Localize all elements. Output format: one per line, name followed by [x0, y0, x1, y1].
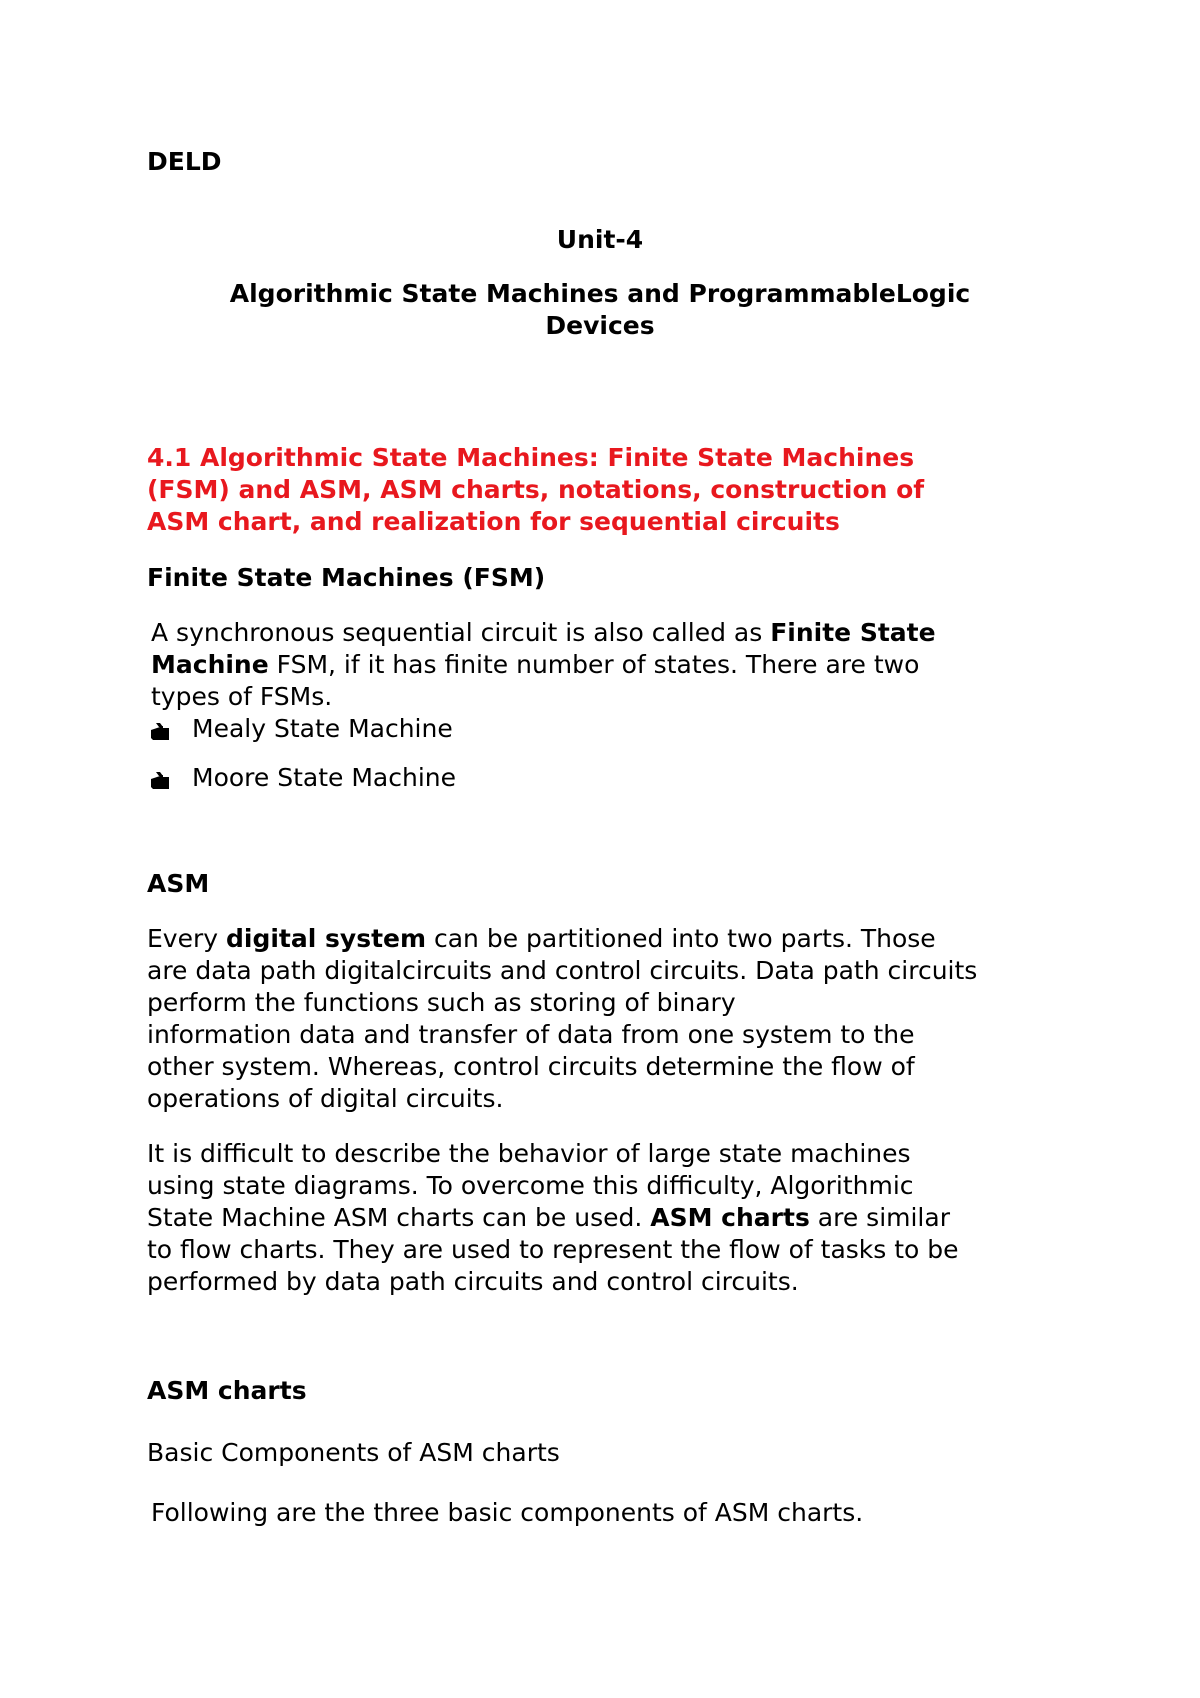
fsm-paragraph-line2: Machine FSM, if it has finite number of states. There are two [151, 650, 920, 679]
asm-p2-line3: State Machine ASM charts can be used. ASM charts are similar [147, 1203, 950, 1232]
asm-p2-line2: using state diagrams. To overcome this difficulty, Algorithmic [147, 1171, 914, 1200]
asm-p1-line5: other system. Whereas, control circuits determine the flow of [147, 1052, 915, 1081]
pointer-hand-icon [150, 721, 170, 741]
asm-heading: ASM [147, 869, 210, 898]
section-heading-line1: 4.1 Algorithmic State Machines: Finite State Machines [147, 443, 915, 472]
asm-p1-line6: operations of digital circuits. [147, 1084, 504, 1113]
section-heading-line3: ASM chart, and realization for sequential circuits [147, 507, 840, 536]
fsm-paragraph-line1: A synchronous sequential circuit is also called as Finite State [151, 618, 936, 647]
asm-p1-line2: are data path digitalcircuits and control circuits. Data path circuits [147, 956, 978, 985]
asm-p1-line4: information data and transfer of data from one system to the [147, 1020, 915, 1049]
doc-title-line1: Algorithmic State Machines and ProgrammableLogic [229, 279, 971, 308]
fsm-paragraph-line3: types of FSMs. [151, 682, 333, 711]
asm-p1-line1: Every digital system can be partitioned into two parts. Those [147, 924, 936, 953]
bullet-label: Mealy State Machine [192, 714, 453, 743]
course-code: DELD [147, 147, 222, 176]
asm-charts-intro: Following are the three basic components of ASM charts. [151, 1498, 864, 1527]
asm-p2-line5: performed by data path circuits and control circuits. [147, 1267, 799, 1296]
fsm-heading: Finite State Machines (FSM) [147, 563, 546, 592]
bullet-label: Moore State Machine [192, 763, 456, 792]
section-heading-line2: (FSM) and ASM, ASM charts, notations, construction of [147, 475, 925, 504]
unit-title: Unit-4 [556, 225, 644, 254]
asm-p1-line3: perform the functions such as storing of binary [147, 988, 736, 1017]
pointer-hand-icon [150, 770, 170, 790]
asm-p2-line4: to flow charts. They are used to represent the flow of tasks to be [147, 1235, 959, 1264]
doc-title-line2: Devices [545, 311, 655, 340]
asm-p2-line1: It is difficult to describe the behavior of large state machines [147, 1139, 911, 1168]
asm-charts-subheading: Basic Components of ASM charts [147, 1438, 560, 1467]
asm-charts-heading: ASM charts [147, 1376, 307, 1405]
